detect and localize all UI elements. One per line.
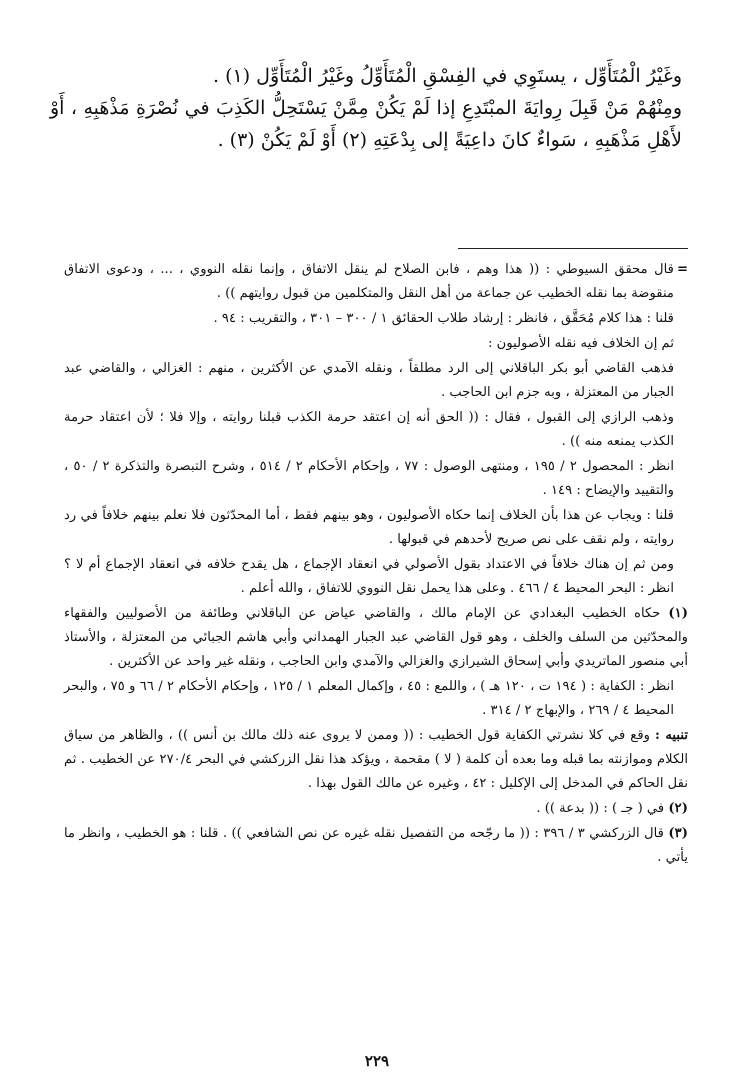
tanbih-label: تنبيه : [655, 728, 688, 743]
footnote-3 [64, 822, 688, 870]
main-text [50, 60, 682, 156]
main-paragraph: وغَيْرُ الْمُتَأَوِّل ، يستَوِي في الفِسْقِ الْمُتَأَوِّلُ وغَيْرُ الْمُتَأَوِّل (١) . [213, 65, 682, 87]
footnote-2 [64, 797, 688, 821]
footnotes [64, 258, 688, 871]
tanbih-text: وقع في كلا نشرتي الكفاية قول الخطيب : (( وممن لا يروى عنه ذلك مالك بن أنس )) ، والظاهر من سياق الكلام وموازنته بما قبله وما بعده أن كلمة ( لا ) مقحمة ، ويؤكد هذا نقل الزركشي في البحر ٢٧٠/٤ عن الخطيب . ثم نقل الحاكم في المدخل إلى الإكليل : ٤٢ ، وغيره عن مالك القول بهذا . [64, 728, 688, 791]
footnote-number: (٢) [668, 801, 688, 816]
footnote-continued-paragraph [64, 258, 688, 306]
footnote-paragraph: انظر : الكفاية : ( ١٩٤ ت ، ١٢٠ هـ ) ، واللمع : ٤٥ ، وإكمال المعلم ١ / ١٢٥ ، وإحكام الأحكام ٢ / ٦٦ و ٧٥ ، والبحر المحيط ٤ / ٢٦٩ ، والإبهاج ٢ / ٣١٤ . [64, 679, 675, 718]
page-number: ٢٢٩ [364, 1052, 390, 1070]
footnote-paragraph: قلنا : هذا كلام مُحَقَّق ، فانظر : إرشاد طلاب الحقائق ١ / ٣٠٠ – ٣٠١ ، والتقريب : ٩٤ . [213, 311, 674, 326]
footnote-paragraph: ثم إن الخلاف فيه نقله الأصوليون : [488, 336, 674, 351]
footnote-paragraph: ومن ثم إن هناك خلافاً في الاعتداد بقول الأصولي في انعقاد الإجماع ، هل يقدح خلافه في انعقاد الإجماع أم لا ؟ انظر : البحر المحيط ٤ / ٤٦٦ . وعلى هذا يحمل نقل النووي للاتفاق ، والله أعلم . [64, 557, 674, 596]
continuation-marker: = [676, 262, 688, 277]
main-paragraph: ومِنْهُمْ مَنْ قَبِلَ رِوايَةَ المبْتَدِعِ إذا لَمْ يَكُنْ مِمَّنْ يَسْتَحِلُّ الكَذِبَ في نُصْرَةِ مَذْهَبِهِ ، أَوْ لأَهْلِ مَذْهَبِهِ ، سَواءٌ كانَ داعِيَةً إلى بِدْعَتِهِ (٢) أَوْ لَمْ يَكُنْ (٣) . [50, 97, 682, 151]
footnote-text: حكاه الخطيب البغدادي عن الإمام مالك ، والقاضي عياض عن الباقلاني وطائفة من الأصوليين والفقهاء والمحدّثين من السلف والخلف ، وهو قول القاضي عبد الجبار الهمداني وأبي هاشم الجبائي من المعتزلة ، والأستاذ أبي منصور الماتريدي وأبي إسحاق الشيرازي والغزالي والآمدي وابن الحاجب ، ونقله غير واحد عن الأكثرين . [64, 606, 688, 669]
footnote-paragraph: قلنا : ويجاب عن هذا بأن الخلاف إنما حكاه الأصوليون ، وهو بينهم فقط ، أما المحدّثون فلا نعلم بينهم خلافاً في رد روايته ، ولم نقف على نص صريح لأحدهم في قبولها . [64, 508, 674, 547]
footnote-divider [458, 248, 688, 249]
footnote-text: في ( جـ ) : (( بدعة )) . [536, 801, 665, 816]
footnote-paragraph: وذهب الرازي إلى القبول ، فقال : (( الحق أنه إن اعتقد حرمة الكذب قبلنا روايته ، وإلا فلا ؛ لأن اعتقاد حرمة الكذب يمنعه منه )) . [64, 410, 674, 449]
footnote-paragraph: انظر : المحصول ٢ / ١٩٥ ، ومنتهى الوصول : ٧٧ ، وإحكام الأحكام ٢ / ٥١٤ ، وشرح التبصرة والتذكرة ٢ / ٥٠ ، والتقييد والإيضاح : ١٤٩ . [64, 459, 675, 498]
tanbih-note [64, 724, 688, 796]
footnote-1 [64, 602, 688, 674]
footnote-text: قال محقق السيوطي : (( هذا وهم ، فابن الصلاح لم ينقل الاتفاق ، وإنما نقله النووي ، ... ، ودعوى الاتفاق منقوضة بما نقله الخطيب عن جماعة من أهل النقل والمتكلمين من قبول روايتهم )) . [64, 262, 674, 301]
footnote-number: (١) [668, 606, 688, 621]
footnote-number: (٣) [668, 826, 688, 841]
footnote-paragraph: فذهب القاضي أبو بكر الباقلاني إلى الرد مطلقاً ، ونقله الآمدي عن الأكثرين ، منهم : الغزالي ، والقاضي عبد الجبار من المعتزلة ، وبه جزم ابن الحاجب . [64, 361, 674, 400]
footnote-text: قال الزركشي ٣ / ٣٩٦ : (( ما رجّحه من التفصيل نقله غيره عن نص الشافعي )) . قلنا : هو الخطيب ، وانظر ما يأتي . [64, 826, 688, 865]
